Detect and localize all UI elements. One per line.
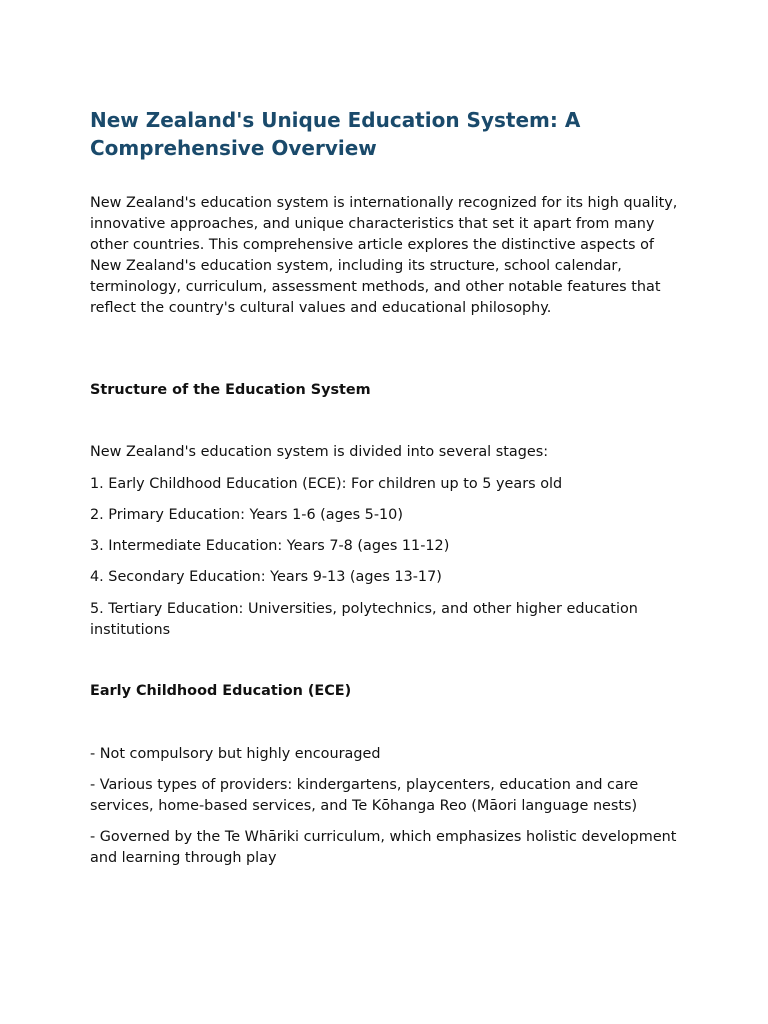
list-item: - Various types of providers: kindergartens, playcenters, education and care services, home-based services, and Te Kōhanga Reo (Māori language nests) xyxy=(90,777,639,814)
list-item: 5. Tertiary Education: Universities, polytechnics, and other higher education institutions xyxy=(90,601,638,638)
list-item: 2. Primary Education: Years 1-6 (ages 5-10) xyxy=(90,507,403,523)
section-heading-ece: Early Childhood Education (ECE) xyxy=(90,683,352,699)
list-item: - Governed by the Te Whāriki curriculum, which emphasizes holistic development and learning through play xyxy=(90,829,677,866)
section-heading-structure: Structure of the Education System xyxy=(90,382,371,398)
intro-paragraph: New Zealand's education system is internationally recognized for its high quality, innovative approaches, and unique characteristics that set it apart from many other countries. This comprehensive article explores the distinctive aspects of New Zealand's education system, including its structure, school calendar, terminology, curriculum, assessment methods, and other notable features that reflect the country's cultural values and educational philosophy. xyxy=(90,195,678,316)
list-item: 3. Intermediate Education: Years 7-8 (ages 11-12) xyxy=(90,538,450,554)
structure-lead-paragraph: New Zealand's education system is divided into several stages: xyxy=(90,444,549,460)
list-item: 1. Early Childhood Education (ECE): For children up to 5 years old xyxy=(90,476,563,492)
list-item: - Not compulsory but highly encouraged xyxy=(90,746,381,762)
list-item: 4. Secondary Education: Years 9-13 (ages 13-17) xyxy=(90,569,442,585)
document-title: New Zealand's Unique Education System: A Comprehensive Overview xyxy=(90,108,581,160)
